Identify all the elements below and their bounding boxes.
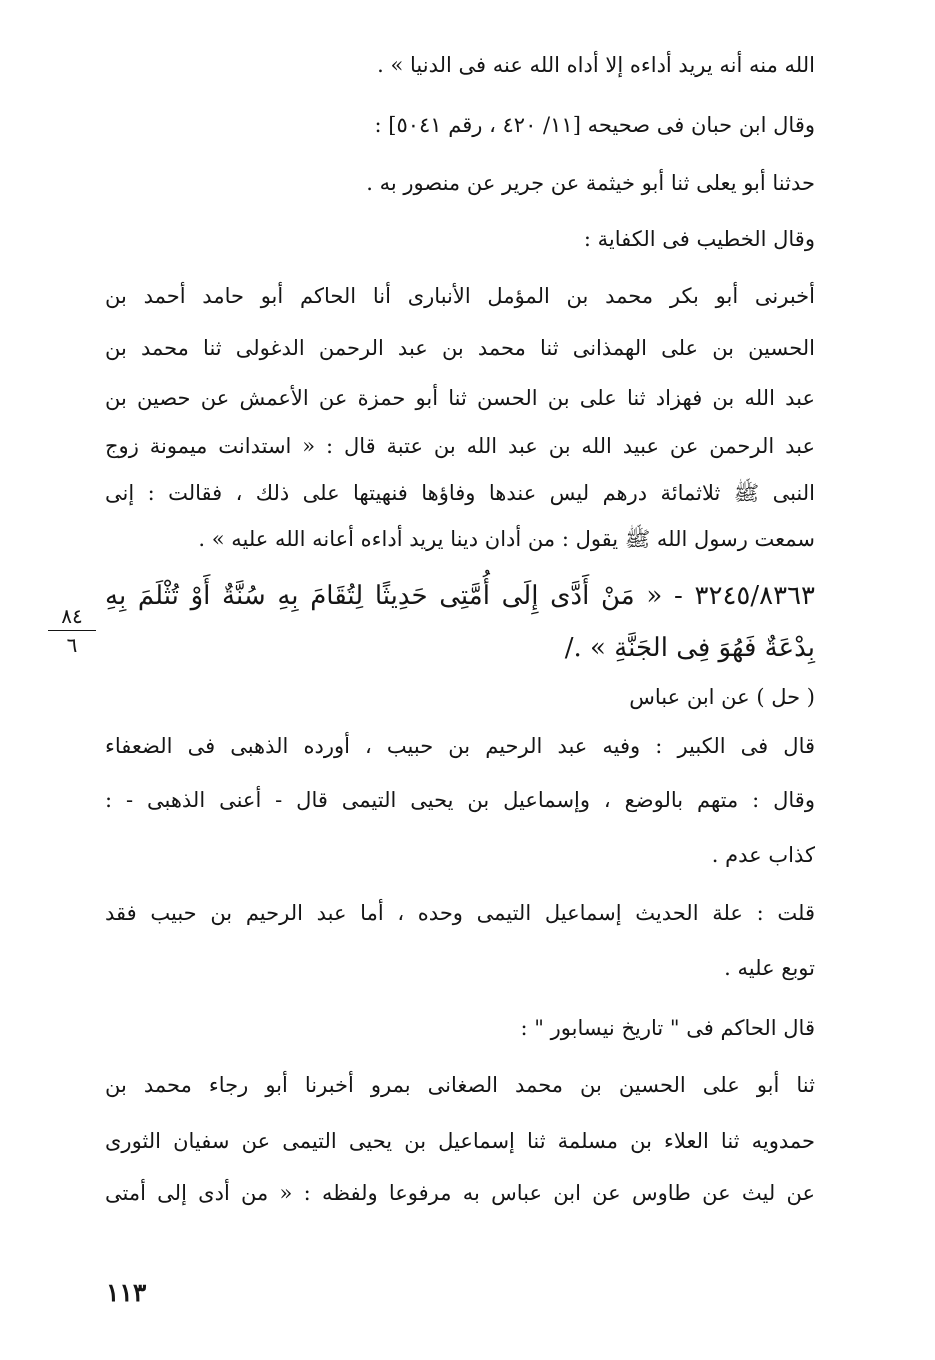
text-line-8: عبد الرحمن عن عبيد الله بن عبد الله بن عتبة قال : « استدانت ميمونة زوج [105,434,815,458]
margin-ref-top: ٨٤ [48,604,96,631]
hadith-line-1: ٣٢٤٥/٨٣٦٣ - « مَنْ أَدَّى إِلَى أُمَّتِى حَدِيثًا لِتُقَامَ بِهِ سُنَّةٌ أَوْ تُثْلَمَ بِهِ [105,581,815,611]
text-line-17: توبع عليه . [724,956,815,980]
text-line-4: وقال الخطيب فى الكفاية : [583,227,815,251]
text-line-10: سمعت رسول الله ﷺ يقول : من أدان دينا يريد أداءه أعانه الله عليه » . [198,527,815,551]
text-line-18: قال الحاكم فى " تاريخ نيسابور " : [520,1016,815,1040]
text-line-3: حدثنا أبو يعلى ثنا أبو خيثمة عن جرير عن منصور به . [366,171,815,195]
page-number: ١١٣ [106,1278,147,1307]
hadith-line-2: بِدْعَةٌ فَهُوَ فِى الجَنَّةِ » ./ [564,633,815,663]
text-line-5: أخبرنى أبو بكر محمد بن المؤمل الأنبارى أنا الحاكم أبو حامد أحمد بن [105,284,815,308]
text-line-1: الله منه أنه يريد أداءه إلا أداه الله عنه فى الدنيا » . [377,53,815,77]
text-line-7: عبد الله بن فهزاد ثنا على بن الحسن ثنا أبو حمزة عن الأعمش عن حصين بن [105,386,815,410]
text-line-9: النبى ﷺ ثلاثمائة درهم ليس عندها وفاؤها فنهيتها على ذلك ، فقالت : إنى [105,481,815,505]
text-line-19: ثنا أبو على الحسين بن محمد الصغانى بمرو أخبرنا أبو رجاء محمد بن [105,1073,815,1097]
text-line-20: حمدويه ثنا العلاء بن مسلمة ثنا إسماعيل بن يحيى التيمى عن سفيان الثورى [105,1129,815,1153]
text-line-21: عن ليث عن طاوس عن ابن عباس به مرفوعا ولفظه : « من أدى إلى أمتى [105,1181,815,1205]
text-line-2: وقال ابن حبان فى صحيحه [١١/ ٤٢٠ ، رقم ٥٠٤١] : [374,113,815,137]
margin-reference [48,604,96,657]
margin-ref-bottom: ٦ [66,633,78,657]
text-line-16: قلت : علة الحديث إسماعيل التيمى وحده ، أما عبد الرحيم بن حبيب فقد [105,901,815,925]
text-line-14: وقال : متهم بالوضع ، وإسماعيل بن يحيى التيمى قال - أعنى الذهبى - : [105,788,815,812]
text-line-source: ( حل ) عن ابن عباس [629,685,815,709]
text-line-6: الحسين بن على الهمذانى ثنا محمد بن عبد الرحمن الدغولى ثنا محمد بن [105,336,815,360]
text-line-13: قال فى الكبير : وفيه عبد الرحيم بن حبيب ، أورده الذهبى فى الضعفاء [105,734,815,758]
text-line-15: كذاب عدم . [711,843,815,867]
